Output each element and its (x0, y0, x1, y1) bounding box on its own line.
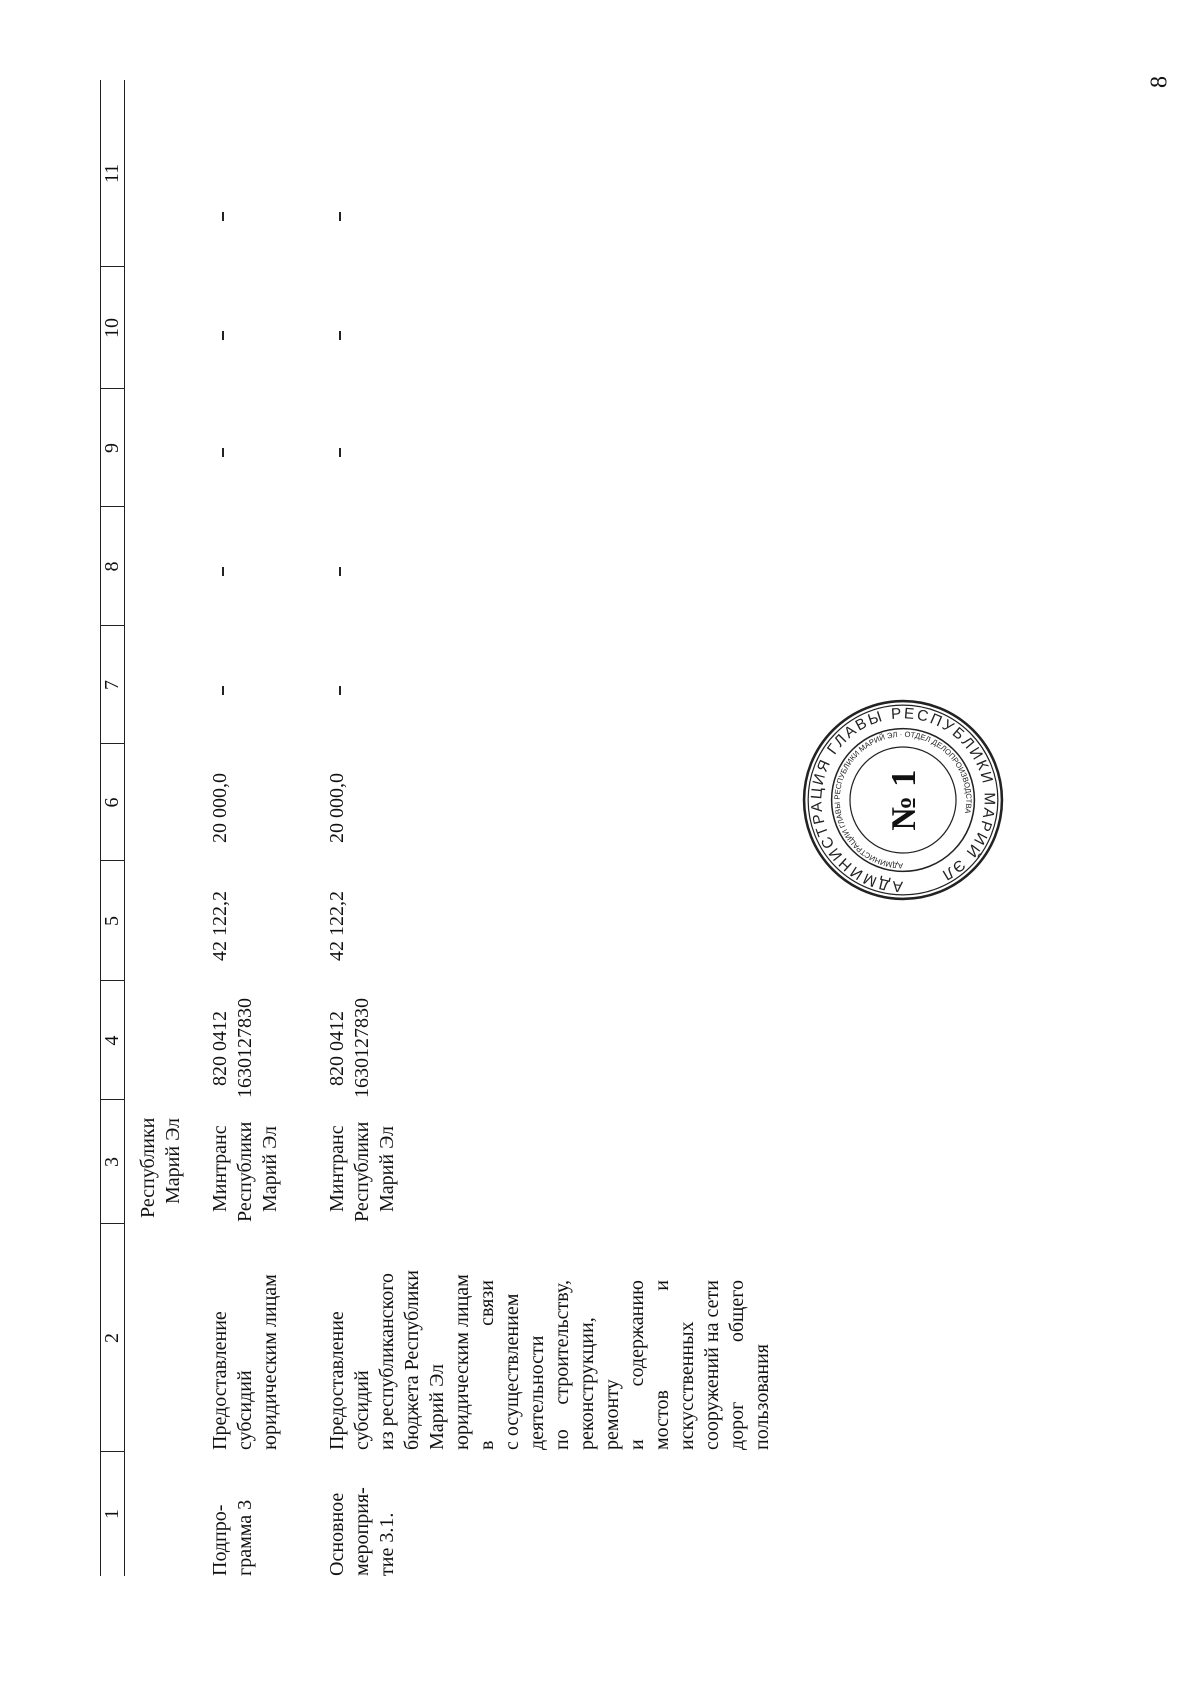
column-number: 2 (101, 1333, 123, 1343)
text-line: пользования (751, 1344, 773, 1450)
empty-value-dash (222, 448, 224, 457)
page-number: 8 (1146, 76, 1173, 88)
text-line: Марий Эл (162, 1118, 184, 1204)
text-line: юридическим лицам (259, 1274, 281, 1450)
text-line: Предоставление (209, 1311, 231, 1450)
text-line: 1630127830 (351, 998, 373, 1098)
text-line: 1630127830 (234, 998, 256, 1098)
empty-value-dash (222, 567, 224, 576)
text-line: мостов и (651, 1280, 673, 1450)
text-line: и содержанию (626, 1280, 648, 1450)
carryover-cell (136, 1118, 186, 1218)
text-line: из республиканского (376, 1273, 398, 1450)
text-line: с осуществлением (501, 1293, 523, 1450)
row-executor (208, 1122, 283, 1222)
text-line: субсидий (234, 1370, 256, 1450)
column-number: 1 (101, 1509, 123, 1519)
text-line: грамма 3 (234, 1499, 256, 1576)
row-budget-code (208, 998, 258, 1098)
column-number: 11 (101, 163, 123, 184)
empty-value-dash (339, 686, 341, 695)
column-number: 5 (101, 916, 123, 926)
empty-value-dash (339, 331, 341, 340)
text-line: тие 3.1. (376, 1512, 398, 1576)
row-code (208, 1500, 258, 1576)
text-line: дорог общего (726, 1280, 748, 1450)
text-line: субсидий (351, 1370, 373, 1450)
row-amount-col5: 42 122,2 (326, 891, 348, 961)
text-line: сооружений на сети (701, 1280, 723, 1450)
text-line: по строительству, (551, 1280, 573, 1450)
text-line: Минтранс (326, 1125, 348, 1212)
row-amount-col6: 20 000,0 (209, 773, 231, 843)
empty-value-dash (222, 212, 224, 221)
text-line: бюджета Республики (401, 1270, 423, 1450)
row-budget-code (325, 998, 375, 1098)
text-line: деятельности (526, 1335, 548, 1450)
text-line: Марий Эл (426, 1364, 448, 1450)
stamp-number: № 1 (884, 769, 924, 831)
row-amount-col6: 20 000,0 (326, 773, 348, 843)
header-bottom-border (124, 80, 125, 1576)
column-number: 6 (101, 797, 123, 808)
empty-value-dash (339, 567, 341, 576)
empty-value-dash (339, 212, 341, 221)
column-number: 7 (101, 680, 123, 690)
stamp-inner-text: АДМИНИСТРАЦИИ ГЛАВЫ РЕСПУБЛИКИ МАРИЙ ЭЛ · ОТДЕЛ ДЕЛОПРОИЗВОДСТВА (832, 729, 974, 871)
column-number: 8 (101, 561, 123, 572)
text-line: Марий Эл (376, 1126, 398, 1212)
text-line: 820 0412 (326, 1011, 348, 1086)
text-line: искусственных (676, 1321, 698, 1450)
row-executor (325, 1122, 400, 1222)
row-amount-col5: 42 122,2 (209, 891, 231, 961)
text-line: Марий Эл (259, 1126, 281, 1212)
text-line: Основное (326, 1492, 348, 1576)
row-code (325, 1487, 400, 1576)
text-line: в связи (476, 1280, 498, 1450)
column-number: 10 (101, 318, 123, 338)
empty-value-dash (222, 331, 224, 340)
text-line: 820 0412 (209, 1011, 231, 1086)
text-line: Предоставление (326, 1311, 348, 1450)
column-number: 3 (101, 1157, 123, 1167)
text-line: реконструкции, (576, 1317, 598, 1450)
official-stamp (801, 698, 1005, 902)
column-number: 4 (101, 1035, 123, 1046)
empty-value-dash (222, 686, 224, 695)
text-line: Минтранс (209, 1125, 231, 1212)
stamp-outer-text: АДМИНИСТРАЦИЯ ГЛАВЫ РЕСПУБЛИКИ МАРИЙ ЭЛ (808, 705, 998, 895)
text-line: Подпро- (209, 1504, 231, 1576)
text-line: Республики (351, 1121, 373, 1222)
row-description (325, 1270, 775, 1450)
text-line: Республики (234, 1121, 256, 1222)
text-line: Республики (137, 1117, 159, 1218)
row-description (208, 1274, 283, 1450)
text-line: мероприя- (351, 1487, 373, 1576)
empty-value-dash (339, 448, 341, 457)
text-line: ремонту (601, 1379, 623, 1450)
text-line: юридическим лицам (451, 1274, 473, 1450)
column-number: 9 (101, 443, 123, 453)
